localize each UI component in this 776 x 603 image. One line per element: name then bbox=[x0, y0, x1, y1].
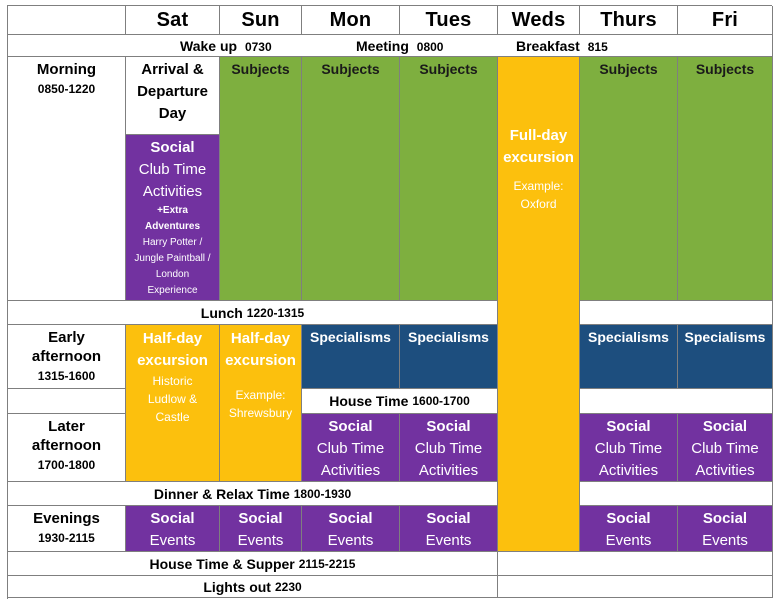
mon-specialisms: Specialisms bbox=[302, 325, 400, 389]
house-time-label-blank bbox=[8, 389, 126, 414]
header-corner bbox=[8, 6, 126, 35]
dinner-label: Dinner & Relax Time bbox=[153, 485, 290, 502]
arrival-departure-day: Arrival & Departure Day bbox=[126, 57, 219, 135]
lights-out-label: Lights out bbox=[203, 578, 271, 595]
morning-time: 0850-1220 bbox=[37, 82, 96, 96]
sun-morning-subjects: Subjects bbox=[220, 57, 302, 301]
thurs-specialisms: Specialisms bbox=[580, 325, 678, 389]
lights-out-time: 2230 bbox=[274, 579, 302, 594]
row-label-evenings: Evenings 1930-2115 bbox=[8, 506, 126, 552]
day-header-weds: Weds bbox=[498, 6, 580, 35]
house-supper-right bbox=[498, 552, 773, 576]
mon-social-club: Social Club Time Activities bbox=[302, 414, 400, 482]
tues-social-events: Social Events bbox=[400, 506, 498, 552]
morning-label: Morning bbox=[36, 61, 97, 78]
lunch-bar-right bbox=[580, 301, 773, 325]
day-header-sat: Sat bbox=[126, 6, 220, 35]
mon-social-events: Social Events bbox=[302, 506, 400, 552]
sat-social-events: Social Events bbox=[126, 506, 220, 552]
dinner-bar-right bbox=[580, 482, 773, 506]
row-label-early-afternoon: Early afternoon 1315-1600 bbox=[8, 325, 126, 389]
day-header-thurs: Thurs bbox=[580, 6, 678, 35]
lights-out-right bbox=[498, 576, 773, 598]
fri-specialisms: Specialisms bbox=[678, 325, 773, 389]
breakfast-text: Breakfast 815 bbox=[516, 37, 608, 54]
weds-full-day-excursion: Full-day excursion Example: Oxford bbox=[498, 57, 580, 552]
house-time-right bbox=[580, 389, 773, 414]
tues-morning-subjects: Subjects bbox=[400, 57, 498, 301]
mon-morning-subjects: Subjects bbox=[302, 57, 400, 301]
sat-morning bbox=[126, 57, 220, 301]
day-header-mon: Mon bbox=[302, 6, 400, 35]
day-header-fri: Fri bbox=[678, 6, 773, 35]
fri-social-club: Social Club Time Activities bbox=[678, 414, 773, 482]
sun-social-events: Social Events bbox=[220, 506, 302, 552]
lunch-time: 1220-1315 bbox=[246, 305, 305, 320]
house-time-label: House Time bbox=[329, 393, 409, 409]
meeting-text: Meeting 0800 bbox=[356, 37, 444, 54]
lights-out-bar bbox=[8, 576, 498, 598]
dinner-time: 1800-1930 bbox=[293, 486, 352, 501]
morning-routine-bar bbox=[8, 35, 773, 57]
fri-social-events: Social Events bbox=[678, 506, 773, 552]
tues-specialisms: Specialisms bbox=[400, 325, 498, 389]
fri-morning-subjects: Subjects bbox=[678, 57, 773, 301]
day-header-sun: Sun bbox=[220, 6, 302, 35]
row-label-morning bbox=[8, 57, 126, 301]
house-supper-time: 2115-2215 bbox=[298, 556, 356, 571]
house-time-time: 1600-1700 bbox=[412, 394, 470, 408]
thurs-morning-subjects: Subjects bbox=[580, 57, 678, 301]
lunch-bar bbox=[8, 301, 498, 325]
thurs-social-club: Social Club Time Activities bbox=[580, 414, 678, 482]
wake-up-text: Wake up 0730 bbox=[180, 37, 272, 54]
sun-half-day-excursion: Half-day excursion Example: Shrewsbury bbox=[220, 325, 302, 482]
sat-social-club: Social Club Time Activities +Extra Adventures Harry Potter / Jungle Paintball / London Experience bbox=[126, 135, 219, 301]
house-time-bar bbox=[302, 389, 498, 414]
weekly-timetable bbox=[7, 5, 772, 599]
house-supper-bar bbox=[8, 552, 498, 576]
row-label-later-afternoon: Later afternoon 1700-1800 bbox=[8, 414, 126, 482]
sat-half-day-excursion: Half-day excursion Historic Ludlow & Castle bbox=[126, 325, 220, 482]
day-header-tues: Tues bbox=[400, 6, 498, 35]
lunch-label: Lunch bbox=[200, 304, 243, 321]
thurs-social-events: Social Events bbox=[580, 506, 678, 552]
dinner-bar bbox=[8, 482, 498, 506]
tues-social-club: Social Club Time Activities bbox=[400, 414, 498, 482]
house-supper-label: House Time & Supper bbox=[149, 555, 295, 572]
